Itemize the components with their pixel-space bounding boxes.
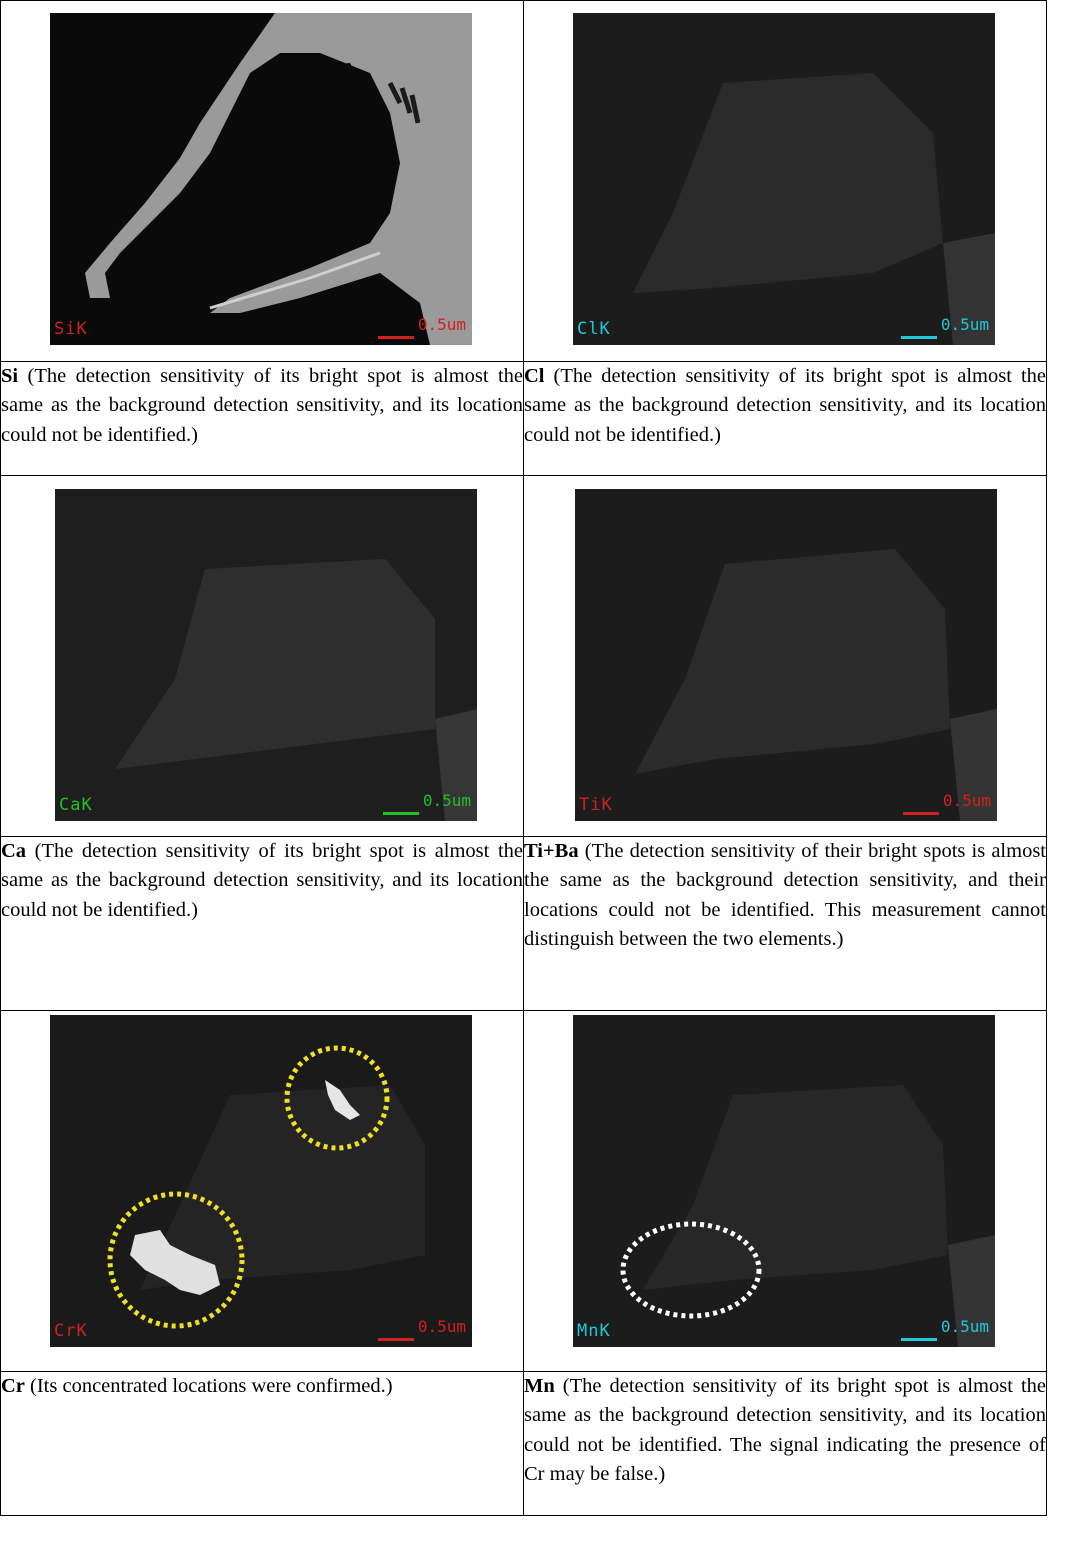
panel-cl-image-cell bbox=[524, 1, 1047, 362]
element-name: Si bbox=[1, 365, 19, 387]
map-label: MnK bbox=[577, 1321, 611, 1341]
caption-text: (The detection sensitivity of its bright spot is almost the same as the background detection sensitivity, and its location could not be identified.) bbox=[1, 365, 523, 446]
map-label: CaK bbox=[59, 795, 93, 815]
scale-bar: 0.5um bbox=[901, 315, 989, 339]
caption-text: (The detection sensitivity of its bright spot is almost the same as the background detection sensitivity, and its location could not be identified. The signal indicating the presence of Cr may be false.) bbox=[524, 1375, 1046, 1485]
panel-mn-caption bbox=[524, 1372, 1047, 1516]
map-label: ClK bbox=[577, 319, 611, 339]
scale-bar: 0.5um bbox=[378, 1317, 466, 1341]
caption-text: (The detection sensitivity of its bright spot is almost the same as the background detection sensitivity, and its location could not be identified.) bbox=[1, 840, 523, 921]
caption-text: (The detection sensitivity of their bright spots is almost the same as the background detection sensitivity, and their locations could not be identified. This measurement cannot distinguish between the two elements.) bbox=[524, 840, 1046, 950]
ca-map-image bbox=[55, 489, 477, 821]
panel-cl-caption bbox=[524, 362, 1047, 476]
panel-cr-caption bbox=[1, 1372, 524, 1516]
panel-si-image-cell bbox=[1, 1, 524, 362]
map-label: TiK bbox=[579, 795, 613, 815]
element-name: Cl bbox=[524, 365, 545, 387]
ti-map-image bbox=[575, 489, 997, 821]
element-name: Ca bbox=[1, 840, 27, 862]
element-name: Mn bbox=[524, 1375, 555, 1397]
panel-mn-image-cell bbox=[524, 1011, 1047, 1372]
panel-ca-caption bbox=[1, 837, 524, 1011]
element-name: Ti+Ba bbox=[524, 840, 579, 862]
panel-ti-image-cell bbox=[524, 476, 1047, 837]
caption-text: (Its concentrated locations were confirmed.) bbox=[24, 1375, 393, 1397]
caption-text: (The detection sensitivity of its bright spot is almost the same as the background detection sensitivity, and its location could not be identified.) bbox=[524, 365, 1046, 446]
scale-bar: 0.5um bbox=[901, 1317, 989, 1341]
cl-map-image bbox=[573, 13, 995, 345]
panel-cr-image-cell bbox=[1, 1011, 524, 1372]
mn-map-image bbox=[573, 1015, 995, 1347]
scale-bar: 0.5um bbox=[378, 315, 466, 339]
map-label: SiK bbox=[54, 319, 88, 339]
si-map-image bbox=[50, 13, 472, 345]
scale-bar: 0.5um bbox=[383, 791, 471, 815]
cr-map-image bbox=[50, 1015, 472, 1347]
panel-ti-caption bbox=[524, 837, 1047, 1011]
map-label: CrK bbox=[54, 1321, 88, 1341]
panel-si-caption bbox=[1, 362, 524, 476]
panel-ca-image-cell bbox=[1, 476, 524, 837]
scale-bar: 0.5um bbox=[903, 791, 991, 815]
element-name: Cr bbox=[1, 1375, 25, 1397]
